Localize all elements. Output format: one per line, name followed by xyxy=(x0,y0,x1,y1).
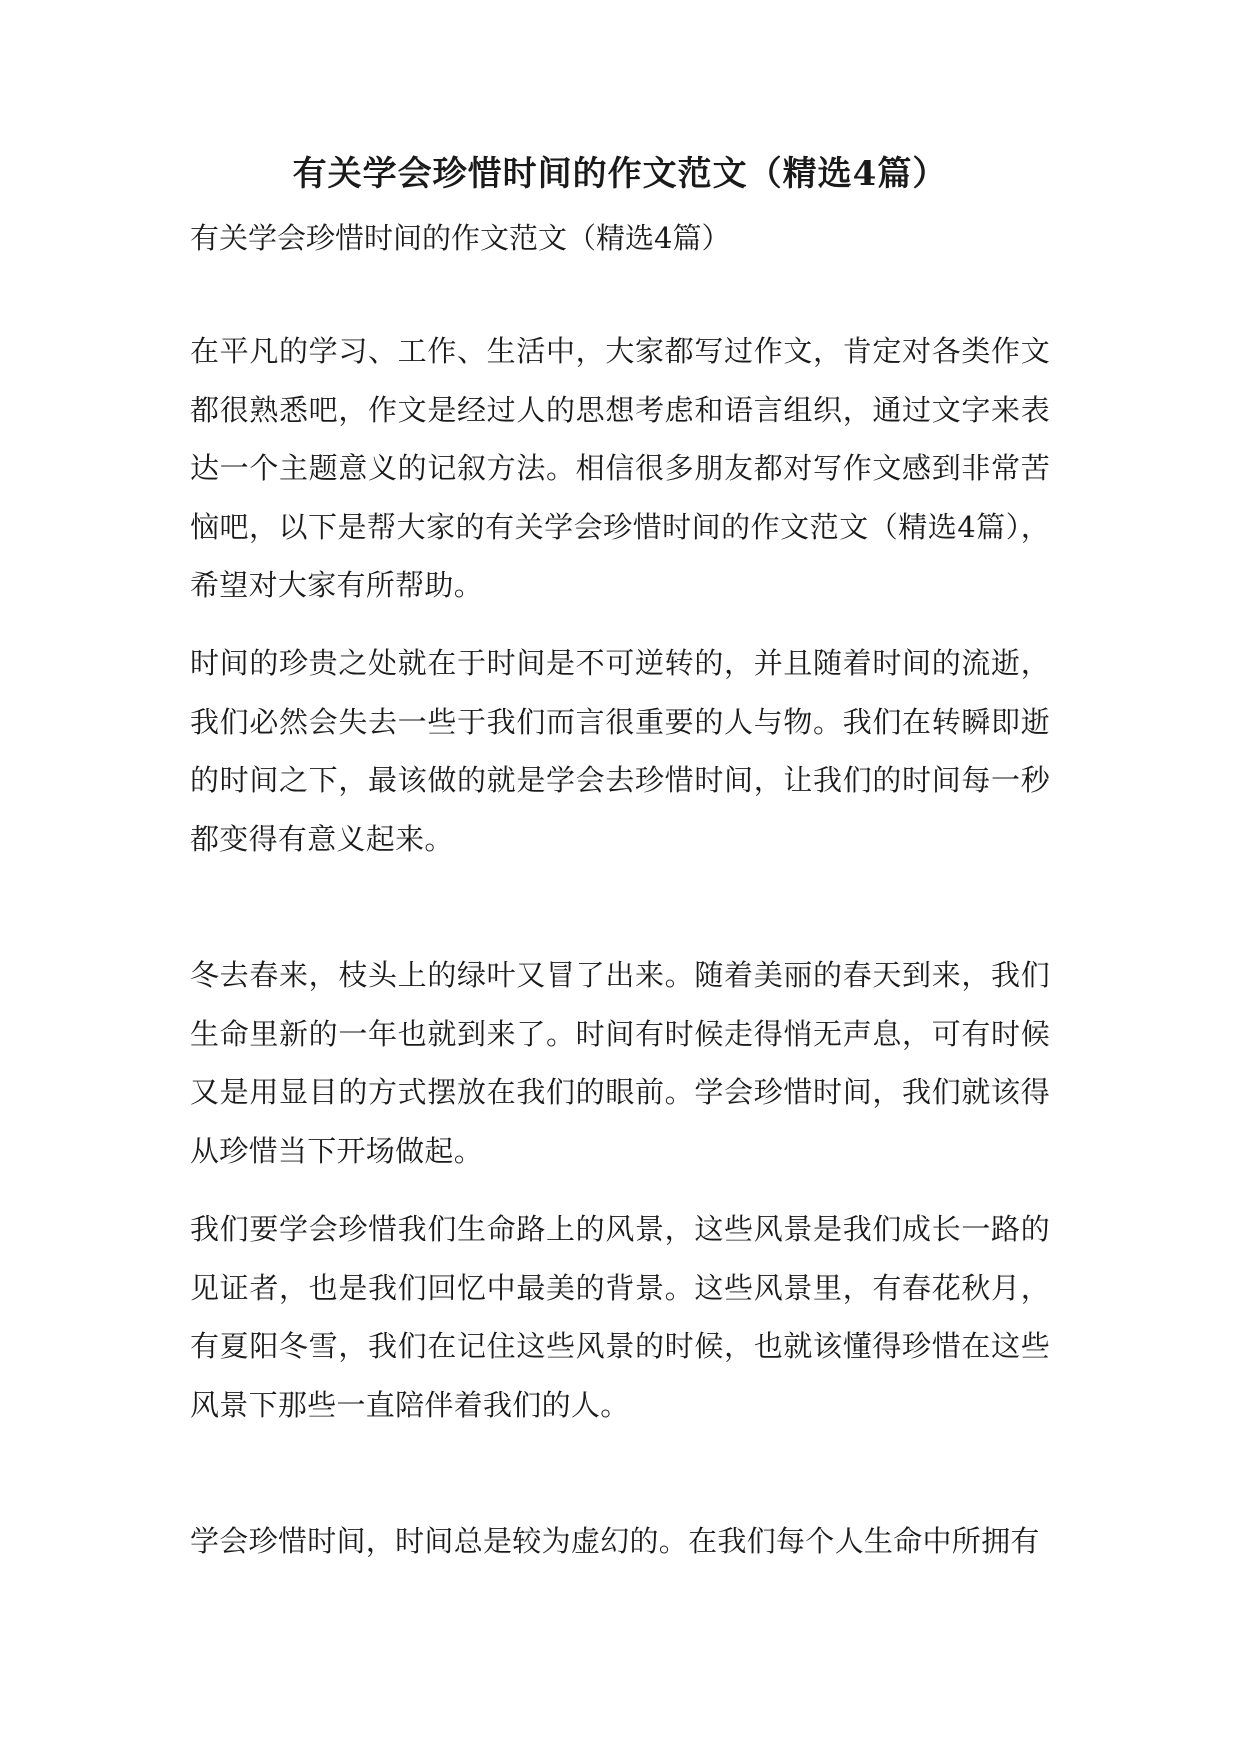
document-title: 有关学会珍惜时间的作文范文（精选4篇） xyxy=(292,154,948,194)
paragraph-4: 我们要学会珍惜我们生命路上的风景，这些风景是我们成长一路的见证者，也是我们回忆中最美的背景。这些风景里，有春花秋月，有夏阳冬雪，我们在记住这些风景的时候，也就该懂得珍惜在这些风景下那些一直陪伴着我们的人。 xyxy=(190,1212,1050,1422)
paragraph-5: 学会珍惜时间，时间总是较为虚幻的。在我们每个人生命中所拥有 xyxy=(190,1524,1040,1558)
paragraph-2: 时间的珍贵之处就在于时间是不可逆转的，并且随着时间的流逝，我们必然会失去一些于我们而言很重要的人与物。我们在转瞬即逝的时间之下，最该做的就是学会去珍惜时间，让我们的时间每一秒都变得有意义起来。 xyxy=(190,646,1050,856)
paragraph-3: 冬去春来，枝头上的绿叶又冒了出来。随着美丽的春天到来，我们生命里新的一年也就到来了。时间有时候走得悄无声息，可有时候又是用显目的方式摆放在我们的眼前。学会珍惜时间，我们就该得从珍惜当下开场做起。 xyxy=(190,958,1050,1168)
paragraph-intro: 在平凡的学习、工作、生活中，大家都写过作文，肯定对各类作文都很熟悉吧，作文是经过人的思想考虑和语言组织，通过文字来表达一个主题意义的记叙方法。相信很多朋友都对写作文感到非常苦恼吧，以下是帮大家的有关学会珍惜时间的作文范文（精选4篇），希望对大家有所帮助。 xyxy=(190,334,1050,602)
document-subtitle: 有关学会珍惜时间的作文范文（精选4篇） xyxy=(190,221,731,255)
